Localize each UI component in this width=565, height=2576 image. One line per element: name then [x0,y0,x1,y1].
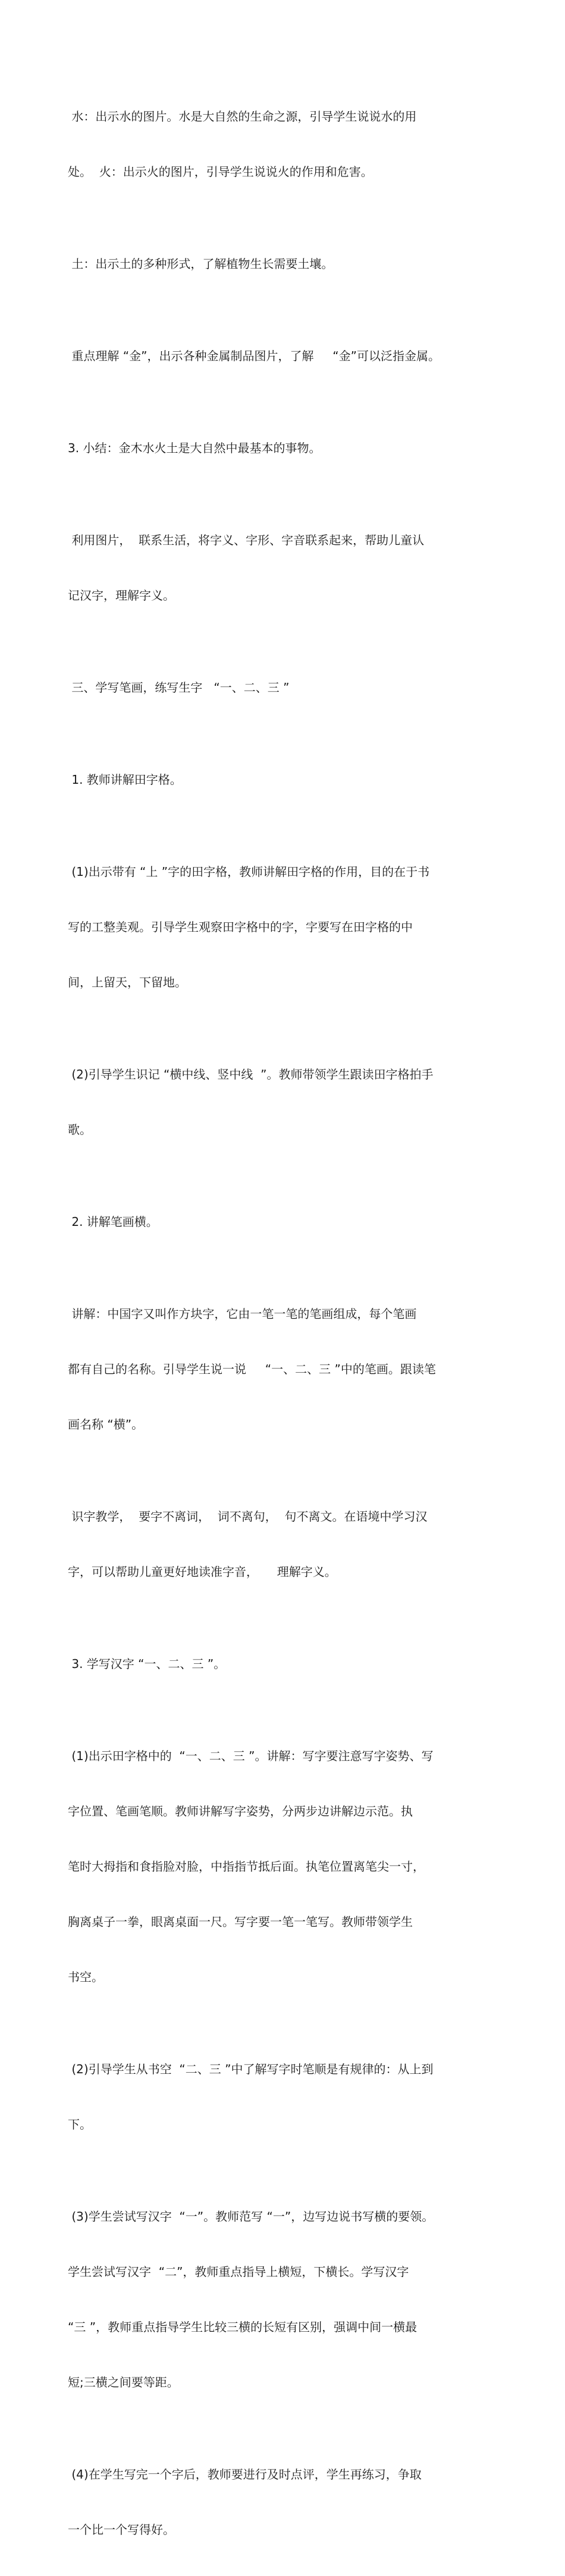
text-line: 水：出示水的图片。水是大自然的生命之源，引导学生说说水的用 [68,109,417,124]
text-line: 3. 小结：金木水火土是大自然中最基本的事物。 [68,441,321,455]
paragraph-grid-1 [68,826,466,1029]
text-line: (4)在学生写完一个字后，教师要进行及时点评，学生再练习，争取 [68,2467,422,2482]
text-line: 三、学写笔画，练写生字 “一、二、三 ” [68,680,290,695]
paragraph-writing-1 [68,1710,466,2023]
text-line: (1)出示带有 “上 ”字的田字格，教师讲解田字格的作用，目的在于书 [68,865,430,879]
text-line: (1)出示田字格中的 “一、二、三 ”。讲解：写字要注意写字姿势、写 [68,1749,434,1763]
step-heading-1 [68,734,466,826]
text-line: “三 ”，教师重点指导学生比较三横的长短有区别，强调中间一横最 [68,2320,418,2334]
text-line: 画名称 “横”。 [68,1417,144,1432]
text-line: 利用图片， 联系生活，将字义、字形、字音联系起来，帮助儿童认 [68,533,425,547]
paragraph-literacy [68,1471,466,1618]
text-line: (2)引导学生识记 “横中线、竖中线 ”。教师带领学生跟读田字格拍手 [68,1067,434,1082]
text-line: 字，可以帮助儿童更好地读准字音， 理解字义。 [68,1565,337,1579]
text-line: 写的工整美观。引导学生观察田字格中的字，字要写在田字格的中 [68,920,413,934]
text-line: 记汉字，理解字义。 [68,588,175,603]
text-line: 土：出示土的多种形式，了解植物生长需要土壤。 [68,257,334,271]
text-line: 学生尝试写汉字 “二”，教师重点指导上横短，下横长。学写汉字 [68,2265,409,2279]
paragraph-images-life [68,494,466,642]
paragraph-summary [68,402,466,494]
text-line: 字位置、笔画笔顺。教师讲解写字姿势，分两步边讲解边示范。执 [68,1804,413,1818]
text-line: 重点理解 “金”，出示各种金属制品图片，了解 “金”可以泛指金属。 [68,349,440,363]
text-line: 短;三横之间要等距。 [68,2375,179,2389]
text-line: 间，上留天，下留地。 [68,975,187,989]
step-heading-2 [68,1176,466,1268]
text-line: 3. 学写汉字 “一、二、三 ”。 [68,1657,226,1671]
text-line: 处。 火：出示火的图片，引导学生说说火的作用和危害。 [68,165,373,179]
text-line: 胸离桌子一拳，眼离桌面一尺。写字要一笔一笔写。教师带领学生 [68,1915,413,1929]
section-heading-strokes [68,642,466,734]
text-line: 一个比一个写得好。 [68,2523,175,2537]
paragraph-writing-2 [68,2023,466,2171]
paragraph-writing-3 [68,2171,466,2429]
text-line: 识字教学， 要字不离词， 词不离句， 句不离文。在语境中学习汉 [68,1509,428,1524]
paragraph-grid-2 [68,1029,466,1176]
text-line: 笔时大拇指和食指脸对脸，中指指节抵后面。执笔位置离笔尖一寸， [68,1859,425,1874]
text-line: 2. 讲解笔画横。 [68,1215,158,1229]
paragraph-metal [68,310,466,402]
text-line: 下。 [68,2117,92,2132]
text-line: (2)引导学生从书空 “二、三 ”中了解写字时笔顺是有规律的：从上到 [68,2062,434,2076]
text-line: (3)学生尝试写汉字 “一”。教师范写 “一”，边写边说书写横的要领。 [68,2209,434,2224]
paragraph-water-fire [68,71,466,218]
paragraph-stroke-explain [68,1268,466,1471]
document-body [68,71,466,2576]
step-heading-3 [68,1618,466,1710]
text-line: 歌。 [68,1123,92,1137]
paragraph-writing-4 [68,2429,466,2576]
paragraph-earth [68,218,466,310]
text-line: 书空。 [68,1970,103,1984]
text-line: 讲解：中国字又叫作方块字，它由一笔一笔的笔画组成，每个笔画 [68,1307,417,1321]
text-line: 都有自己的名称。引导学生说一说 “一、二、三 ”中的笔画。跟读笔 [68,1362,436,1376]
text-line: 1. 教师讲解田字格。 [68,773,182,787]
